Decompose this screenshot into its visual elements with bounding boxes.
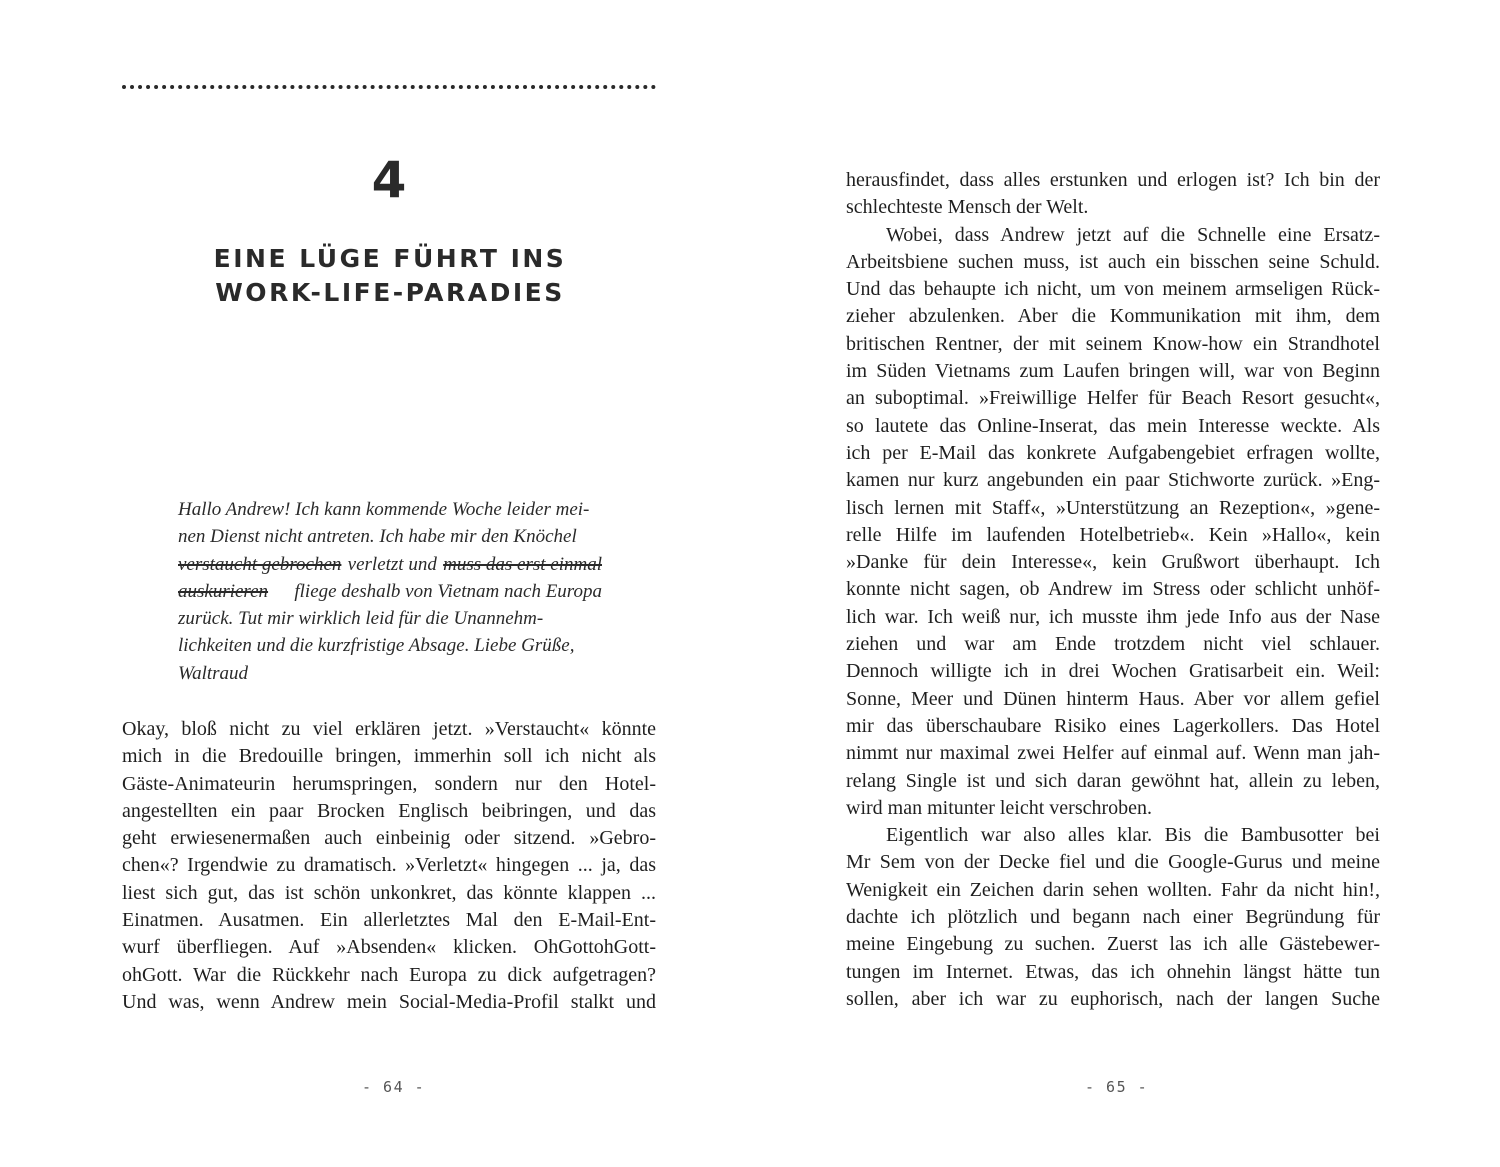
text-line: wird man mitunter leicht verschroben.	[846, 796, 1153, 819]
email-line: zurück. Tut mir wirklich leid für die Unannehm-	[178, 608, 544, 630]
text-line: britischen Rentner, der mit seinem Know-how ein Strandhotel	[846, 332, 1380, 355]
text-line: Okay, bloß nicht zu viel erklären jetzt. »Verstaucht« könnte	[122, 718, 656, 740]
text-line: tungen im Internet. Etwas, das ich ohnehin längst hätte tun	[846, 960, 1380, 983]
text-line: geht erwiesenermaßen auch einbeinig oder sitzend. »Gebro-	[122, 827, 656, 850]
text-line: Gäste-Animateurin herumspringen, sondern nur den Hotel-	[122, 772, 656, 795]
text-line: lich war. Ich weiß nur, ich musste ihm jede Info aus der Nase	[846, 605, 1380, 628]
text-line: relle Hilfe im laufenden Hotelbetrieb«. Kein »Hallo«, kein	[846, 523, 1380, 546]
text-line: Wobei, dass Andrew jetzt auf die Schnelle eine Ersatz-	[886, 223, 1380, 246]
text-line: Sonne, Meer und Dünen hinterm Haus. Aber vor allem gefiel	[846, 687, 1380, 710]
text-line: Wenigkeit ein Zeichen darin sehen wollten. Fahr da nicht hin!,	[846, 878, 1380, 901]
text-line: im Süden Vietnams zum Laufen bringen will, war von Beginn	[846, 360, 1380, 383]
chapter-title	[0, 242, 780, 310]
email-line: nen Dienst nicht antreten. Ich habe mir den Knöchel	[178, 526, 577, 548]
struck-text: muss das erst einmal	[443, 553, 602, 575]
text-line: kamen nur kurz angebunden ein paar Stichworte zurück. »Eng-	[846, 469, 1380, 492]
struck-text: verstaucht gebrochen	[178, 553, 342, 575]
right-page	[750, 0, 1500, 1167]
text-line: liest sich gut, das ist schön unkonkret, das könnte klappen ...	[122, 881, 656, 904]
text-line: an suboptimal. »Freiwillige Helfer für Beach Resort gesucht«,	[846, 387, 1380, 410]
dotted-rule	[122, 85, 656, 89]
body-text	[846, 167, 1380, 1013]
text-line: Mr Sem von der Decke fiel und die Google-Gurus und meine	[846, 851, 1380, 874]
text-line: Einatmen. Ausatmen. Ein allerletztes Mal den E-Mail-Ent-	[122, 909, 656, 932]
text-line: mich in die Bredouille bringen, immerhin soll ich nicht als	[122, 745, 656, 768]
text-line: ohGott. War die Rückkehr nach Europa zu dick aufgetragen?	[122, 963, 656, 986]
chapter-number: 4	[371, 151, 409, 209]
text-line: lisch lernen mit Staff«, »Unterstützung an Rezeption«, »gene-	[846, 496, 1380, 519]
text-line: Dennoch willigte ich in drei Wochen Gratisarbeit ein. Weil:	[846, 660, 1380, 683]
text-line: ziehen und war am Ende trotzdem nicht viel schlauer.	[846, 633, 1380, 656]
text-line: nimmt nur maximal zwei Helfer auf einmal auf. Wenn man jah-	[846, 742, 1380, 765]
text-line: so lautete das Online-Inserat, das mein Interesse weckte. Als	[846, 414, 1380, 437]
email-line: verstaucht gebrochen verletzt und muss das erst einmal	[178, 551, 602, 578]
body-text	[122, 716, 656, 1016]
text-line: zieher abzulenken. Aber die Kommunikation mit ihm, dem	[846, 305, 1380, 328]
struck-text: auskurieren	[178, 580, 269, 602]
text-line: relang Single ist und sich daran gewöhnt hat, allein zu leben,	[846, 769, 1380, 792]
page-number: - 65 -	[1085, 1078, 1149, 1096]
email-line: Waltraud	[178, 662, 249, 684]
text-line: wurf überfliegen. Auf »Absenden« klicken. OhGottohGott-	[122, 936, 656, 959]
text-line: Und was, wenn Andrew mein Social-Media-Profil stalkt und	[122, 990, 656, 1013]
text-line: dachte ich plötzlich und begann nach einer Begründung für	[846, 906, 1380, 929]
email-line: auskurieren fliege deshalb von Vietnam nach Europa	[178, 578, 602, 605]
text-line: herausfindet, dass alles erstunken und erlogen ist? Ich bin der	[846, 169, 1380, 191]
page-number: - 64 -	[362, 1078, 426, 1096]
text-line: Eigentlich war also alles klar. Bis die Bambusotter bei	[886, 824, 1380, 847]
text-line: chen«? Irgendwie zu dramatisch. »Verletzt« hingegen ... ja, das	[122, 854, 656, 877]
chapter-title-line: EINE LÜGE FÜHRT INS	[213, 244, 567, 273]
text-line: Arbeitsbiene suchen muss, ist auch ein bisschen seine Schuld.	[846, 250, 1380, 273]
email-line: lichkeiten und die kurzfristige Absage. Liebe Grüße,	[178, 635, 575, 657]
text-line: Und das behaupte ich nicht, um von meinem armseligen Rück-	[846, 278, 1380, 301]
chapter-title-line: WORK-LIFE-PARADIES	[215, 278, 565, 307]
text-line: sollen, aber ich war zu euphorisch, nach der langen Suche	[846, 987, 1380, 1010]
text-line: angestellten ein paar Brocken Englisch beibringen, und das	[122, 799, 656, 822]
text-line: mir das überschaubare Risiko eines Lagerkollers. Das Hotel	[846, 714, 1380, 737]
text-line: ich per E-Mail das konkrete Aufgabengebiet erfragen wollte,	[846, 441, 1380, 464]
text-line: konnte nicht sagen, ob Andrew im Stress oder schlicht unhöf-	[846, 578, 1380, 601]
text-line: schlechteste Mensch der Welt.	[846, 196, 1089, 219]
email-line: Hallo Andrew! Ich kann kommende Woche leider mei-	[178, 499, 590, 520]
email-draft	[178, 496, 602, 687]
text-line: meine Eingebung zu suchen. Zuerst las ich alle Gästebewer-	[846, 933, 1380, 956]
text-line: »Danke für dein Interesse«, kein Grußwort überhaupt. Ich	[846, 551, 1380, 574]
